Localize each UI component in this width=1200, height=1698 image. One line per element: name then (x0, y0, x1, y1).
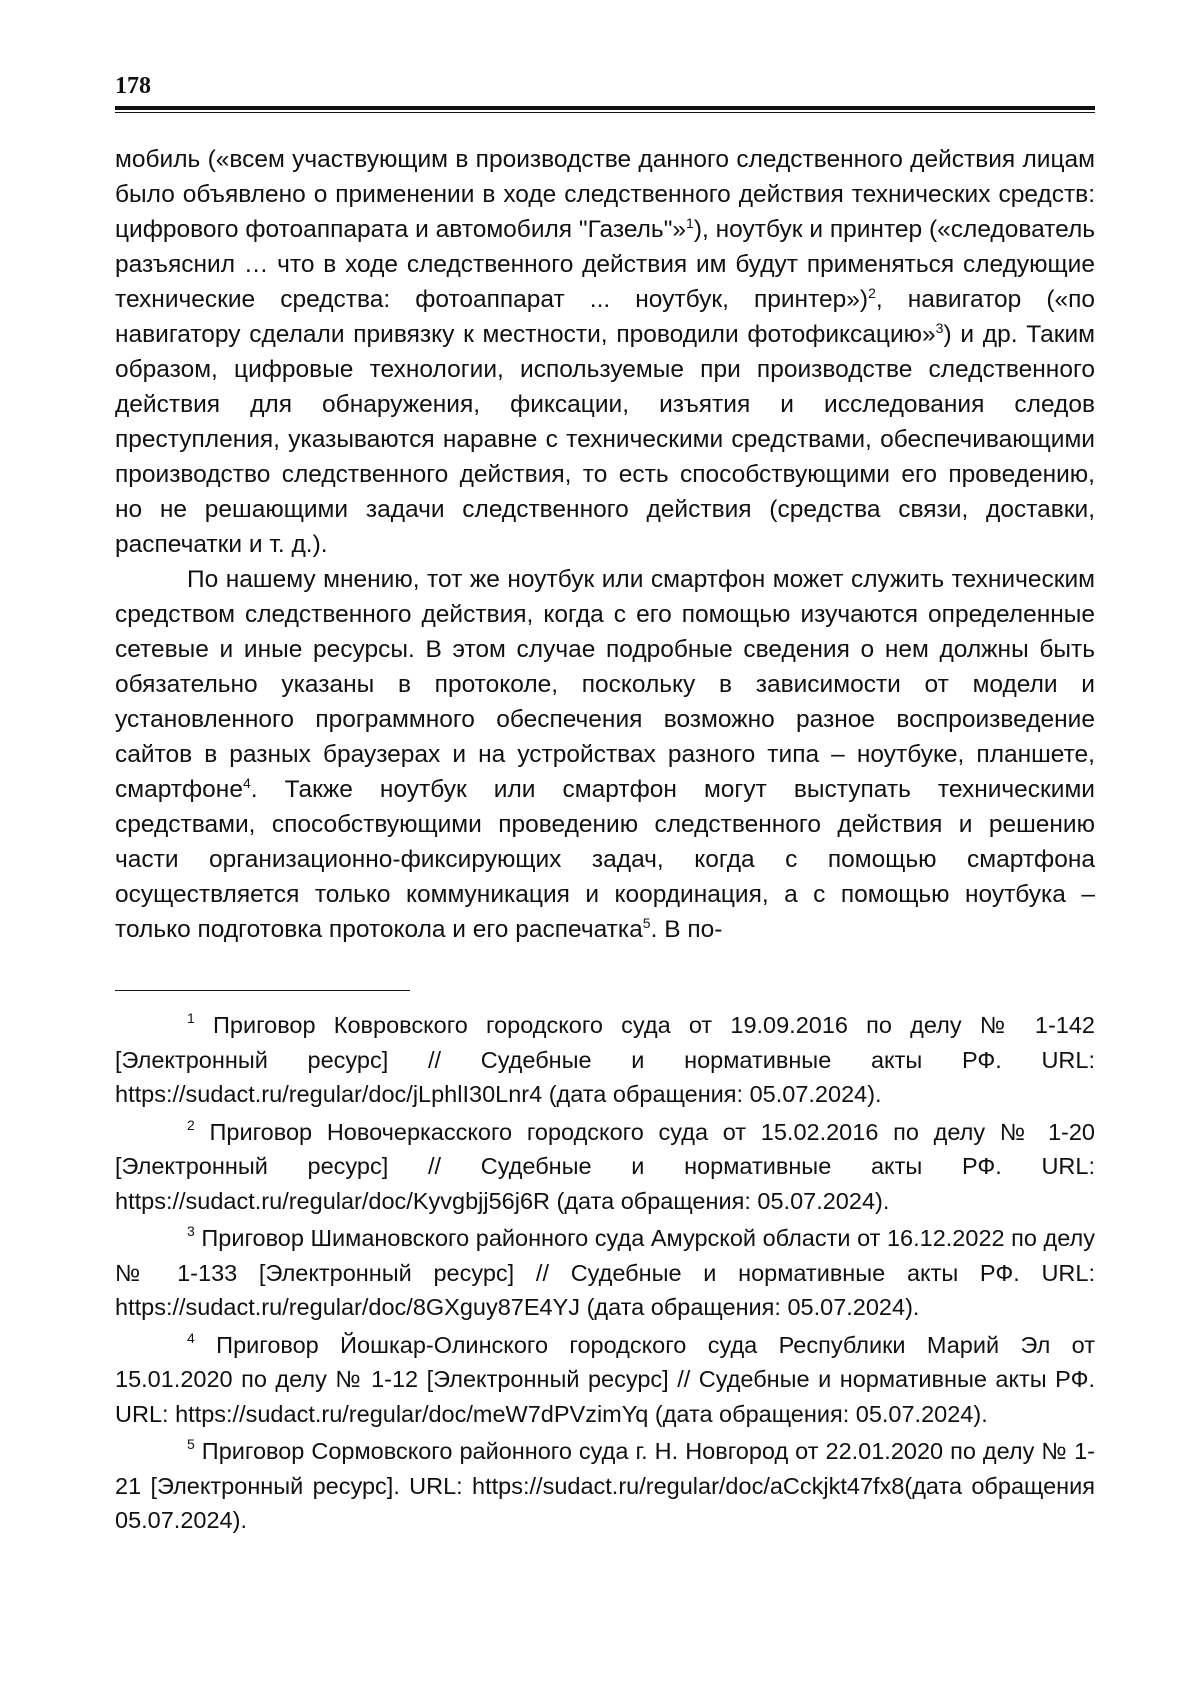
paragraph-text: ), ноутбук и принтер («следователь разъяснил … что в ходе следственного действия им будут применяться следующие технические средства: фотоаппарат ... ноутбук, принтер») (115, 216, 1095, 313)
footnote-separator (115, 990, 410, 991)
header-rule-thick (115, 106, 1095, 110)
footnote (115, 1221, 1095, 1325)
paragraph-text: , навигатор («по навигатору сделали привязку к местности, проводили фотофиксацию» (115, 286, 1096, 348)
footnote (115, 1434, 1095, 1538)
footnote-number: 5 (187, 1436, 195, 1452)
footnote-ref[interactable]: 1 (686, 215, 694, 231)
footnote (115, 1008, 1095, 1112)
header-rule-thin (115, 112, 1095, 113)
footnote-text: Приговор Новочеркасского городского суда от 15.02.2016 по делу № 1-20 [Электронный ресурс] // Судебные и нормативные акты РФ. URL: https://sudact.ru/regular/doc/Kyvgbjj56j6R (дата обращения: 05.07.2024). (115, 1118, 1095, 1214)
footnote-number: 1 (187, 1010, 195, 1026)
footnote (115, 1328, 1095, 1432)
body-paragraph (115, 562, 1095, 947)
footnote-number: 2 (187, 1116, 195, 1133)
paragraph-text: мобиль («всем участвующим в производстве данного следственного действия лицам было объявлено о применении в ходе следственного действия технических средств: цифрового фотоаппарата и автомобиля "Газель"» (115, 146, 1095, 243)
page-number: 178 (115, 73, 151, 99)
body-paragraph (115, 142, 1095, 562)
paragraph-text: По нашему мнению, тот же ноутбук или смартфон может служить техническим средством следственного действия, когда с его помощью изучаются определенные сетевые и иные ресурсы. В этом случае подробные сведения о нем должны быть обязательно указаны в протоколе, поскольку в зависимости от модели и установленного программного обеспечения возможно разное воспроизведение сайтов в разных браузерах и на устройствах разного типа – ноутбуке, планшете, смартфоне (115, 566, 1095, 803)
footnote-text: Приговор Йошкар-Олинского городского суда Республики Марий Эл от 15.01.2020 по делу № 1-12 [Электронный ресурс] // Судебные и нормативные акты РФ. URL: https://sudact.ru/regular/doc/meW7dPVzimYq (дата обращения: 05.07.2024). (115, 1331, 1095, 1427)
footnote-text: Приговор Сормовского районного суда г. Н. Новгород от 22.01.2020 по делу № 1-21 [Электронный ресурс]. URL: https://sudact.ru/regular/doc/aCckjkt47fx8(дата обращения 05.07.2024). (115, 1438, 1095, 1533)
paragraph-text: ) и др. Таким образом, цифровые технологии, используемые при производстве следственного действия для обнаружения, фиксации, изъятия и исследования следов преступления, указываются наравне с техническими средствами, обеспечивающими производство следственного действия, то есть способствующими его проведению, но не решающими задачи следственного действия (средства связи, доставки, распечатки и т. д.). (115, 321, 1096, 558)
footnote-ref[interactable]: 4 (242, 775, 251, 791)
footnote-text: Приговор Ковровского городского суда от 19.09.2016 по делу № 1-142 [Электронный ресурс] // Судебные и нормативные акты РФ. URL: https://sudact.ru/regular/doc/jLphlI30Lnr4 (дата обращения: 05.07.2024). (115, 1012, 1095, 1107)
footnotes (115, 1008, 1095, 1541)
main-text (115, 142, 1095, 947)
paragraph-text: . Также ноутбук или смартфон могут выступать техническими средствами, способствующими проведению следственного действия и решению части организационно-фиксирующих задач, когда с помощью смартфона осуществляется только коммуникация и координация, а с помощью ноутбука – только подготовка протокола и его распечатка (115, 776, 1095, 943)
footnote-text: Приговор Шимановского районного суда Амурской области от 16.12.2022 по делу № 1-133 [Электронный ресурс] // Судебные и нормативные акты РФ. URL: https://sudact.ru/regular/doc/8GXguy87E4YJ (дата обращения: 05.07.2024). (115, 1225, 1095, 1320)
footnote-ref[interactable]: 2 (868, 285, 876, 301)
footnote-ref[interactable]: 3 (935, 320, 944, 336)
footnote-number: 3 (187, 1223, 195, 1239)
footnote-number: 4 (187, 1329, 195, 1346)
footnote-ref[interactable]: 5 (642, 915, 651, 931)
paragraph-text: . В по- (650, 916, 723, 943)
footnote (115, 1115, 1095, 1219)
page-header (115, 72, 1095, 113)
